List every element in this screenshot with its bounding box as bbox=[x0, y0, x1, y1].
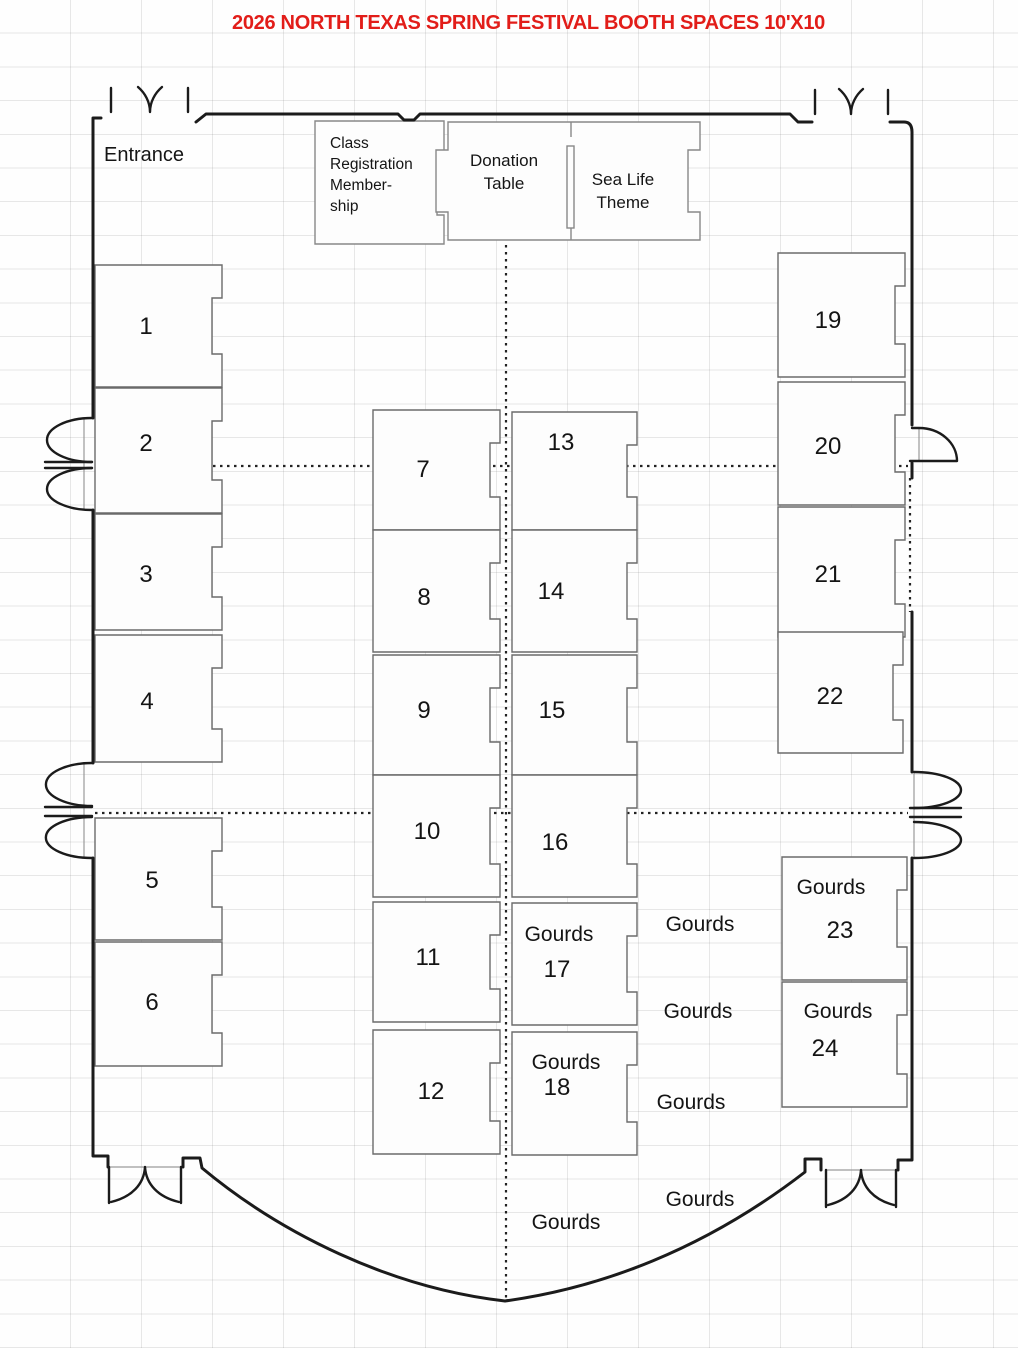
table-divider bbox=[567, 146, 574, 228]
booth-8-number: 8 bbox=[417, 584, 431, 611]
aisle-gourds-label-5: Gourds bbox=[531, 1211, 601, 1234]
booth-9-outline bbox=[373, 655, 500, 775]
booth-8-outline bbox=[373, 530, 500, 652]
booth-24-number: 24 bbox=[811, 1035, 839, 1062]
sea-life-theme-label bbox=[592, 168, 654, 214]
booth-23-gourds-label: Gourds bbox=[796, 876, 866, 899]
booth-5-number: 5 bbox=[145, 867, 159, 894]
booth-17-outline bbox=[512, 903, 637, 1025]
top-right-double-door bbox=[815, 89, 888, 114]
booth-17-gourds-label: Gourds bbox=[524, 923, 594, 946]
booth-16-outline bbox=[512, 775, 637, 897]
booth-19-number: 19 bbox=[814, 307, 842, 334]
booth-14-number: 14 bbox=[537, 578, 565, 605]
booth-15-outline bbox=[512, 655, 637, 775]
page-title: 2026 NORTH TEXAS SPRING FESTIVAL bbox=[232, 12, 599, 34]
booth-18-gourds-label: Gourds bbox=[531, 1051, 601, 1074]
booth-outlines bbox=[95, 253, 907, 1155]
entrance-label: Entrance bbox=[104, 144, 185, 166]
booth-16-number: 16 bbox=[541, 829, 569, 856]
booth-3-outline bbox=[95, 514, 222, 630]
top-left-double-door bbox=[111, 87, 188, 112]
registration-line-1: Class bbox=[330, 135, 369, 152]
theme-line-1: Sea Life bbox=[591, 170, 655, 189]
booth-1-outline bbox=[95, 265, 222, 387]
registration-line-2: Registration bbox=[330, 156, 413, 173]
booth-2-outline bbox=[95, 388, 222, 513]
booth-19-outline bbox=[778, 253, 905, 377]
aisle-gourds-label-2: Gourds bbox=[663, 1000, 733, 1023]
donation-line-2: Table bbox=[483, 174, 525, 193]
booth-13-outline bbox=[512, 412, 637, 530]
theme-line-2: Theme bbox=[596, 193, 650, 212]
booth-3-number: 3 bbox=[139, 561, 153, 588]
booth-14-outline bbox=[512, 530, 637, 652]
booth-17-number: 17 bbox=[543, 956, 571, 983]
booth-6-number: 6 bbox=[145, 989, 159, 1016]
booth-10-number: 10 bbox=[413, 818, 441, 845]
donation-line-1: Donation bbox=[469, 151, 539, 170]
left-wall-door-upper bbox=[45, 418, 92, 510]
booth-11-number: 11 bbox=[415, 944, 441, 971]
right-wall-door-single bbox=[910, 428, 957, 461]
booth-23-number: 23 bbox=[826, 917, 854, 944]
booth-2-number: 2 bbox=[139, 430, 153, 457]
registration-line-4: ship bbox=[330, 198, 359, 215]
booth-22-number: 22 bbox=[816, 683, 844, 710]
booth-9-number: 9 bbox=[417, 697, 431, 724]
right-wall-door-double bbox=[910, 772, 961, 858]
booth-1-number: 1 bbox=[139, 313, 153, 340]
booth-24-gourds-label: Gourds bbox=[803, 1000, 873, 1023]
booth-4-outline bbox=[95, 635, 222, 762]
booth-21-number: 21 bbox=[814, 561, 842, 588]
aisle-gourds-label-1: Gourds bbox=[665, 913, 735, 936]
booth-15-number: 15 bbox=[538, 697, 566, 724]
booth-13-number: 13 bbox=[547, 429, 575, 456]
aisle-gourds-label-3: Gourds bbox=[656, 1091, 726, 1114]
booth-4-number: 4 bbox=[140, 688, 154, 715]
aisle-gourds-label-4: Gourds bbox=[665, 1188, 735, 1211]
booth-18-number: 18 bbox=[543, 1074, 571, 1101]
registration-box-label bbox=[330, 133, 413, 217]
top-wall bbox=[196, 114, 812, 122]
donation-table-label bbox=[470, 149, 538, 195]
booth-20-number: 20 bbox=[814, 433, 842, 460]
booth-21-outline bbox=[778, 507, 905, 637]
bottom-left-double-door bbox=[109, 1167, 181, 1203]
booth-12-number: 12 bbox=[417, 1078, 445, 1105]
bottom-right-double-door bbox=[826, 1170, 896, 1207]
registration-line-3: Member- bbox=[330, 177, 393, 194]
booth-7-outline bbox=[373, 410, 500, 530]
page-subtitle: BOOTH SPACES 10'X10 bbox=[604, 12, 825, 34]
booth-20-outline bbox=[778, 382, 905, 505]
bottom-curved-wall bbox=[183, 1158, 821, 1301]
left-wall-door-lower bbox=[45, 763, 92, 858]
booth-7-number: 7 bbox=[416, 456, 430, 483]
